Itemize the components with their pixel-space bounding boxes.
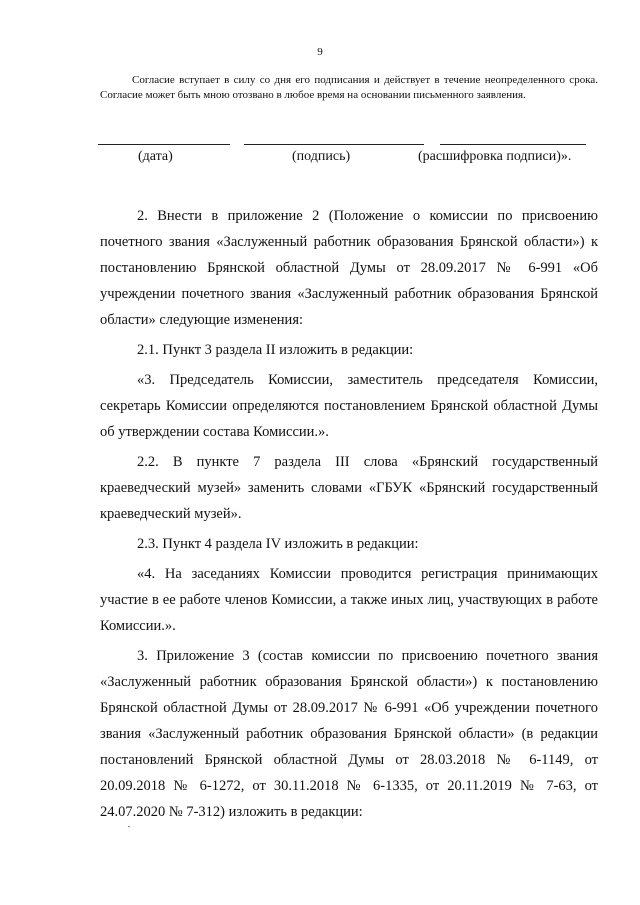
paragraph: 2.2. В пункте 7 раздела III слова «Брянский государственный краеведческий музей» заменить словами «ГБУК «Брянский государственный краеведческий музей». <box>100 454 598 522</box>
paragraph: 2.1. Пункт 3 раздела II изложить в редакции: <box>137 342 414 358</box>
signature-caption: (подпись) <box>292 149 351 164</box>
date-caption: (дата) <box>138 149 173 164</box>
paragraph: 2. Внести в приложение 2 (Положение о комиссии по присвоению почетного звания «Заслуженный работник образования Брянской области») к постановлению Брянской областной Думы от 28.09.2017 № 6-991 «Об учреждении почетного звания «Заслуженный работник образования Брянской области» следующие изменения: <box>100 208 598 328</box>
decoding-line <box>440 144 586 145</box>
decoding-caption: (расшифровка подписи)». <box>418 149 572 164</box>
signature-line <box>244 144 424 145</box>
scan-speck <box>128 826 130 827</box>
paragraph: «4. На заседаниях Комиссии проводится регистрация принимающих участие в ее работе членов Комиссии, а также иных лиц, участвующих в работе Комиссии.». <box>100 566 598 634</box>
date-line <box>98 144 230 145</box>
page-number: 9 <box>317 46 323 58</box>
consent-text: Согласие вступает в силу со дня его подписания и действует в течение неопределенного срока. Согласие может быть мною отозвано в любое время на основании письменного заявления. <box>100 74 598 101</box>
paragraph: 2.3. Пункт 4 раздела IV изложить в редакции: <box>137 536 419 552</box>
document-body <box>100 203 598 825</box>
paragraph: «3. Председатель Комиссии, заместитель председателя Комиссии, секретарь Комиссии определяются постановлением Брянской областной Думы об утверждении состава Комиссии.». <box>100 372 598 440</box>
consent-clause <box>100 73 598 103</box>
paragraph: 3. Приложение 3 (состав комиссии по присвоению почетного звания «Заслуженный работник образования Брянской области») к постановлению Брянской областной Думы от 28.09.2017 № 6-991 «Об учреждении почетного звания «Заслуженный работник образования Брянской области» (в редакции постановлений Брянской областной Думы от 28.03.2018 № 6-1149, от 20.09.2018 № 6-1272, от 30.11.2018 № 6-1335, от 20.11.2019 № 7-63, от 24.07.2020 № 7-312) изложить в редакции: <box>100 648 598 820</box>
